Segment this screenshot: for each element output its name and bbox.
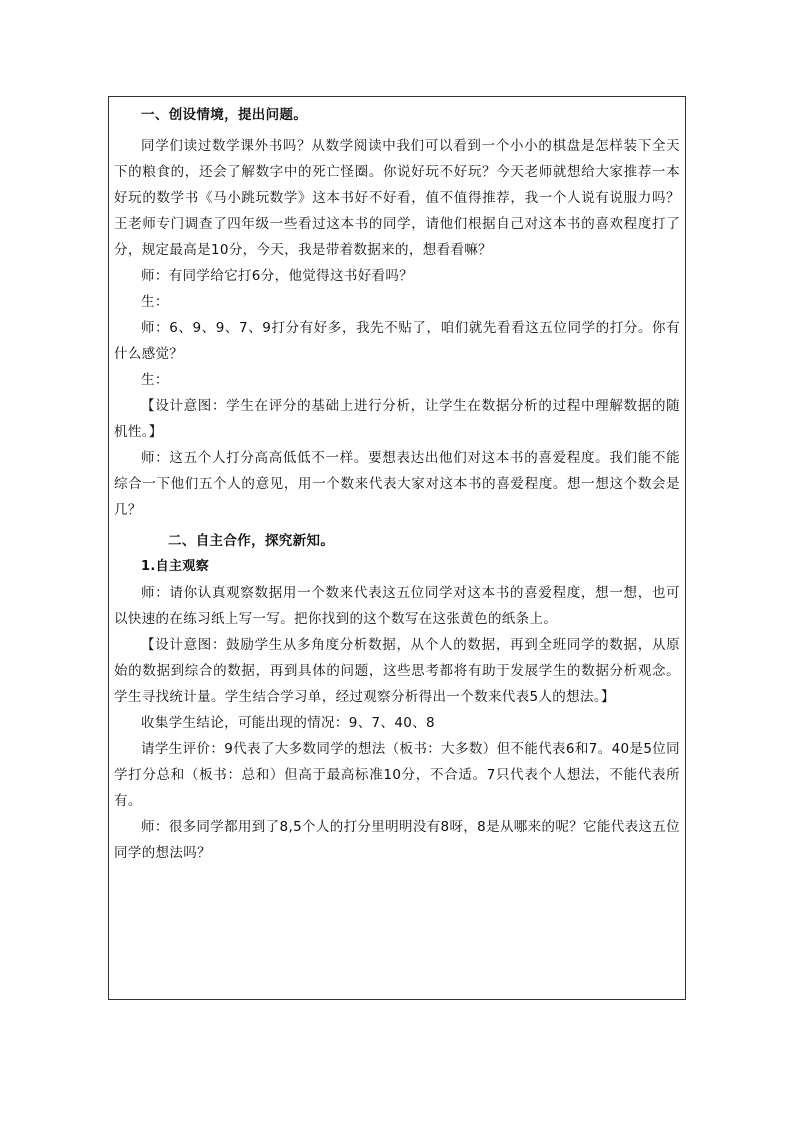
- student-line-2: 生：: [141, 372, 169, 388]
- paragraph-intro: 同学们读过数学课外书吗？从数学阅读中我们可以看到一个小小的棋盘是怎样装下全天下的粮食的，还会了解数字中的死亡怪圈。你说好玩不好玩？今天老师就想给大家推荐一本好玩的数学书《马小跳玩数学》这本书好不好看，值不值得推荐，我一个人说有说服力吗？王老师专门调查了四年级一些看过这本书的同学，请他们根据自己对这本书的喜欢程度打了分，规定最高是10分，今天，我是带着数据来的，想看看嘛？: [114, 138, 680, 258]
- subsection-heading-1: 1.自主观察: [141, 559, 210, 574]
- teacher-line-3: 师：这五个人打分高高低低不一样。要想表达出他们对这本书的喜爱程度。我们能不能综合一下他们五个人的意见，用一个数来代表大家对这本书的喜爱程度。想一想这个数会是几？: [114, 450, 680, 518]
- student-line-1: 生：: [141, 294, 169, 310]
- student-conclusions: 收集学生结论，可能出现的情况：9、7、40、8: [141, 715, 435, 731]
- teacher-line-2: 师：6、9、9、7、9打分有好多，我先不贴了，咱们就先看看这五位同学的打分。你有什么感觉？: [114, 320, 680, 362]
- section-heading-2: 二、自主合作，探究新知。: [168, 533, 335, 549]
- section-heading-1: 一、创设情境，提出问题。: [141, 107, 308, 123]
- teacher-line-1: 师：有同学给它打6分，他觉得这书好看吗？: [141, 268, 414, 284]
- lesson-content: [114, 102, 680, 866]
- design-intent-2: 【设计意图：鼓励学生从多角度分析数据，从个人的数据，再到全班同学的数据，从原始的数据到综合的数据，再到具体的问题，这些思考都将有助于发展学生的数据分析观念。学生寻找统计量。学生结合学习单，经过观察分析得出一个数来代表5人的想法。】: [114, 637, 680, 705]
- teacher-line-4: 师：请你认真观察数据用一个数来代表这五位同学对这本书的喜爱程度，想一想，也可以快速的在练习纸上写一写。把你找到的这个数写在这张黄色的纸条上。: [114, 585, 680, 627]
- design-intent-1: 【设计意图：学生在评分的基础上进行分析，让学生在数据分析的过程中理解数据的随机性。】: [114, 398, 680, 440]
- teacher-line-5: 师：很多同学都用到了8,5个人的打分里明明没有8呀，8是从哪来的呢？它能代表这五位同学的想法吗？: [114, 819, 680, 861]
- lesson-table-cell: [109, 97, 685, 999]
- student-evaluation: 请学生评价：9代表了大多数同学的想法（板书：大多数）但不能代表6和7。40是5位同学打分总和（板书：总和）但高于最高标准10分，不合适。7只代表个人想法，不能代表所有。: [114, 741, 680, 809]
- lesson-table: [108, 96, 686, 1000]
